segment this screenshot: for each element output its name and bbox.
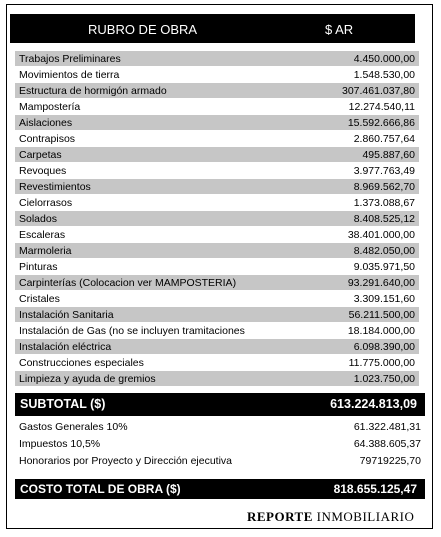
table-row <box>15 322 419 338</box>
row-value: 2.860.757,64 <box>353 133 415 145</box>
extra-label: Honorarios por Proyecto y Dirección ejecutiva <box>19 455 233 467</box>
row-value: 8.969.562,70 <box>353 181 415 193</box>
row-label: Carpinterías (Colocacion ver MAMPOSTERIA) <box>19 277 237 289</box>
table-row <box>15 162 419 178</box>
row-value: 8.408.525,12 <box>353 213 415 225</box>
row-value: 3.977.763,49 <box>353 165 415 177</box>
extra-value: 79719225,70 <box>359 455 421 467</box>
row-value: 1.023.750,00 <box>353 373 415 385</box>
row-value: 9.035.971,50 <box>353 261 415 273</box>
row-label: Instalación Sanitaria <box>19 309 114 321</box>
row-label: Movimientos de tierra <box>19 69 120 81</box>
row-value: 495.887,60 <box>362 149 415 161</box>
row-value: 56.211.500,00 <box>348 309 415 321</box>
extra-label: Gastos Generales 10% <box>19 421 128 433</box>
row-value: 4.450.000,00 <box>353 53 415 65</box>
row-label: Escaleras <box>19 229 66 241</box>
row-value: 15.592.666,86 <box>347 117 415 129</box>
row-label: Carpetas <box>19 149 62 161</box>
header-label: RUBRO DE OBRA <box>88 22 198 37</box>
table-row <box>15 258 419 274</box>
row-value: 93.291.640,00 <box>347 277 415 289</box>
row-label: Limpieza y ayuda de gremios <box>19 373 156 385</box>
row-label: Trabajos Preliminares <box>19 53 121 65</box>
row-label: Revoques <box>19 165 67 177</box>
subtotal-label: SUBTOTAL ($) <box>20 397 106 411</box>
row-label: Solados <box>19 213 57 225</box>
table-row <box>15 130 419 146</box>
table-row <box>15 226 419 242</box>
row-value: 1.548.530,00 <box>353 69 415 81</box>
row-label: Pinturas <box>19 261 58 273</box>
table-row <box>15 178 419 194</box>
table-row <box>15 194 419 210</box>
extra-value: 61.322.481,31 <box>353 421 421 433</box>
row-value: 1.373.088,67 <box>353 197 415 209</box>
extra-row <box>15 453 425 470</box>
extra-label: Impuestos 10,5% <box>19 438 101 450</box>
extra-value: 64.388.605,37 <box>353 438 421 450</box>
row-label: Construcciones especiales <box>19 357 144 369</box>
row-label: Aislaciones <box>19 117 73 129</box>
row-label: Mampostería <box>19 101 81 113</box>
table-header <box>10 14 415 43</box>
table-row <box>15 66 419 82</box>
row-label: Cielorrasos <box>19 197 73 209</box>
table-row <box>15 354 419 370</box>
table-row <box>15 242 419 258</box>
row-label: Instalación eléctrica <box>19 341 112 353</box>
subtotal-value: 613.224.813,09 <box>330 397 417 411</box>
header-currency: $ AR <box>325 22 354 37</box>
brand-logo <box>247 509 414 525</box>
table-row <box>15 50 419 66</box>
row-label: Cristales <box>19 293 60 305</box>
total-label: COSTO TOTAL DE OBRA ($) <box>20 482 181 496</box>
extra-row <box>15 436 425 453</box>
total-row <box>15 479 425 499</box>
table-row <box>15 210 419 226</box>
table-row <box>15 82 419 98</box>
row-value: 3.309.151,60 <box>353 293 415 305</box>
table-row <box>15 306 419 322</box>
row-value: 8.482.050,00 <box>353 245 415 257</box>
row-value: 11.775.000,00 <box>348 357 415 369</box>
table-row <box>15 114 419 130</box>
row-value: 307.461.037,80 <box>342 85 415 97</box>
cost-items-list <box>15 50 419 386</box>
table-row <box>15 338 419 354</box>
extra-row <box>15 419 425 436</box>
brand-part1: REPORTE <box>247 509 313 524</box>
extras-list <box>15 419 425 470</box>
table-row <box>15 274 419 290</box>
table-row <box>15 290 419 306</box>
table-row <box>15 146 419 162</box>
table-row <box>15 98 419 114</box>
row-label: Estructura de hormigón armado <box>19 85 167 97</box>
table-row <box>15 370 419 386</box>
row-value: 12.274.540,11 <box>348 101 415 113</box>
total-value: 818.655.125,47 <box>333 482 417 496</box>
row-value: 18.184.000,00 <box>347 325 415 337</box>
row-label: Contrapisos <box>19 133 76 145</box>
row-value: 6.098.390,00 <box>353 341 415 353</box>
row-value: 38.401.000,00 <box>347 229 415 241</box>
row-label: Marmoleria <box>19 245 72 257</box>
brand-part2: INMOBILIARIO <box>316 509 415 524</box>
row-label: Instalación de Gas (no se incluyen tramitaciones <box>19 325 245 337</box>
subtotal-row <box>15 393 425 416</box>
row-label: Revestimientos <box>19 181 91 193</box>
